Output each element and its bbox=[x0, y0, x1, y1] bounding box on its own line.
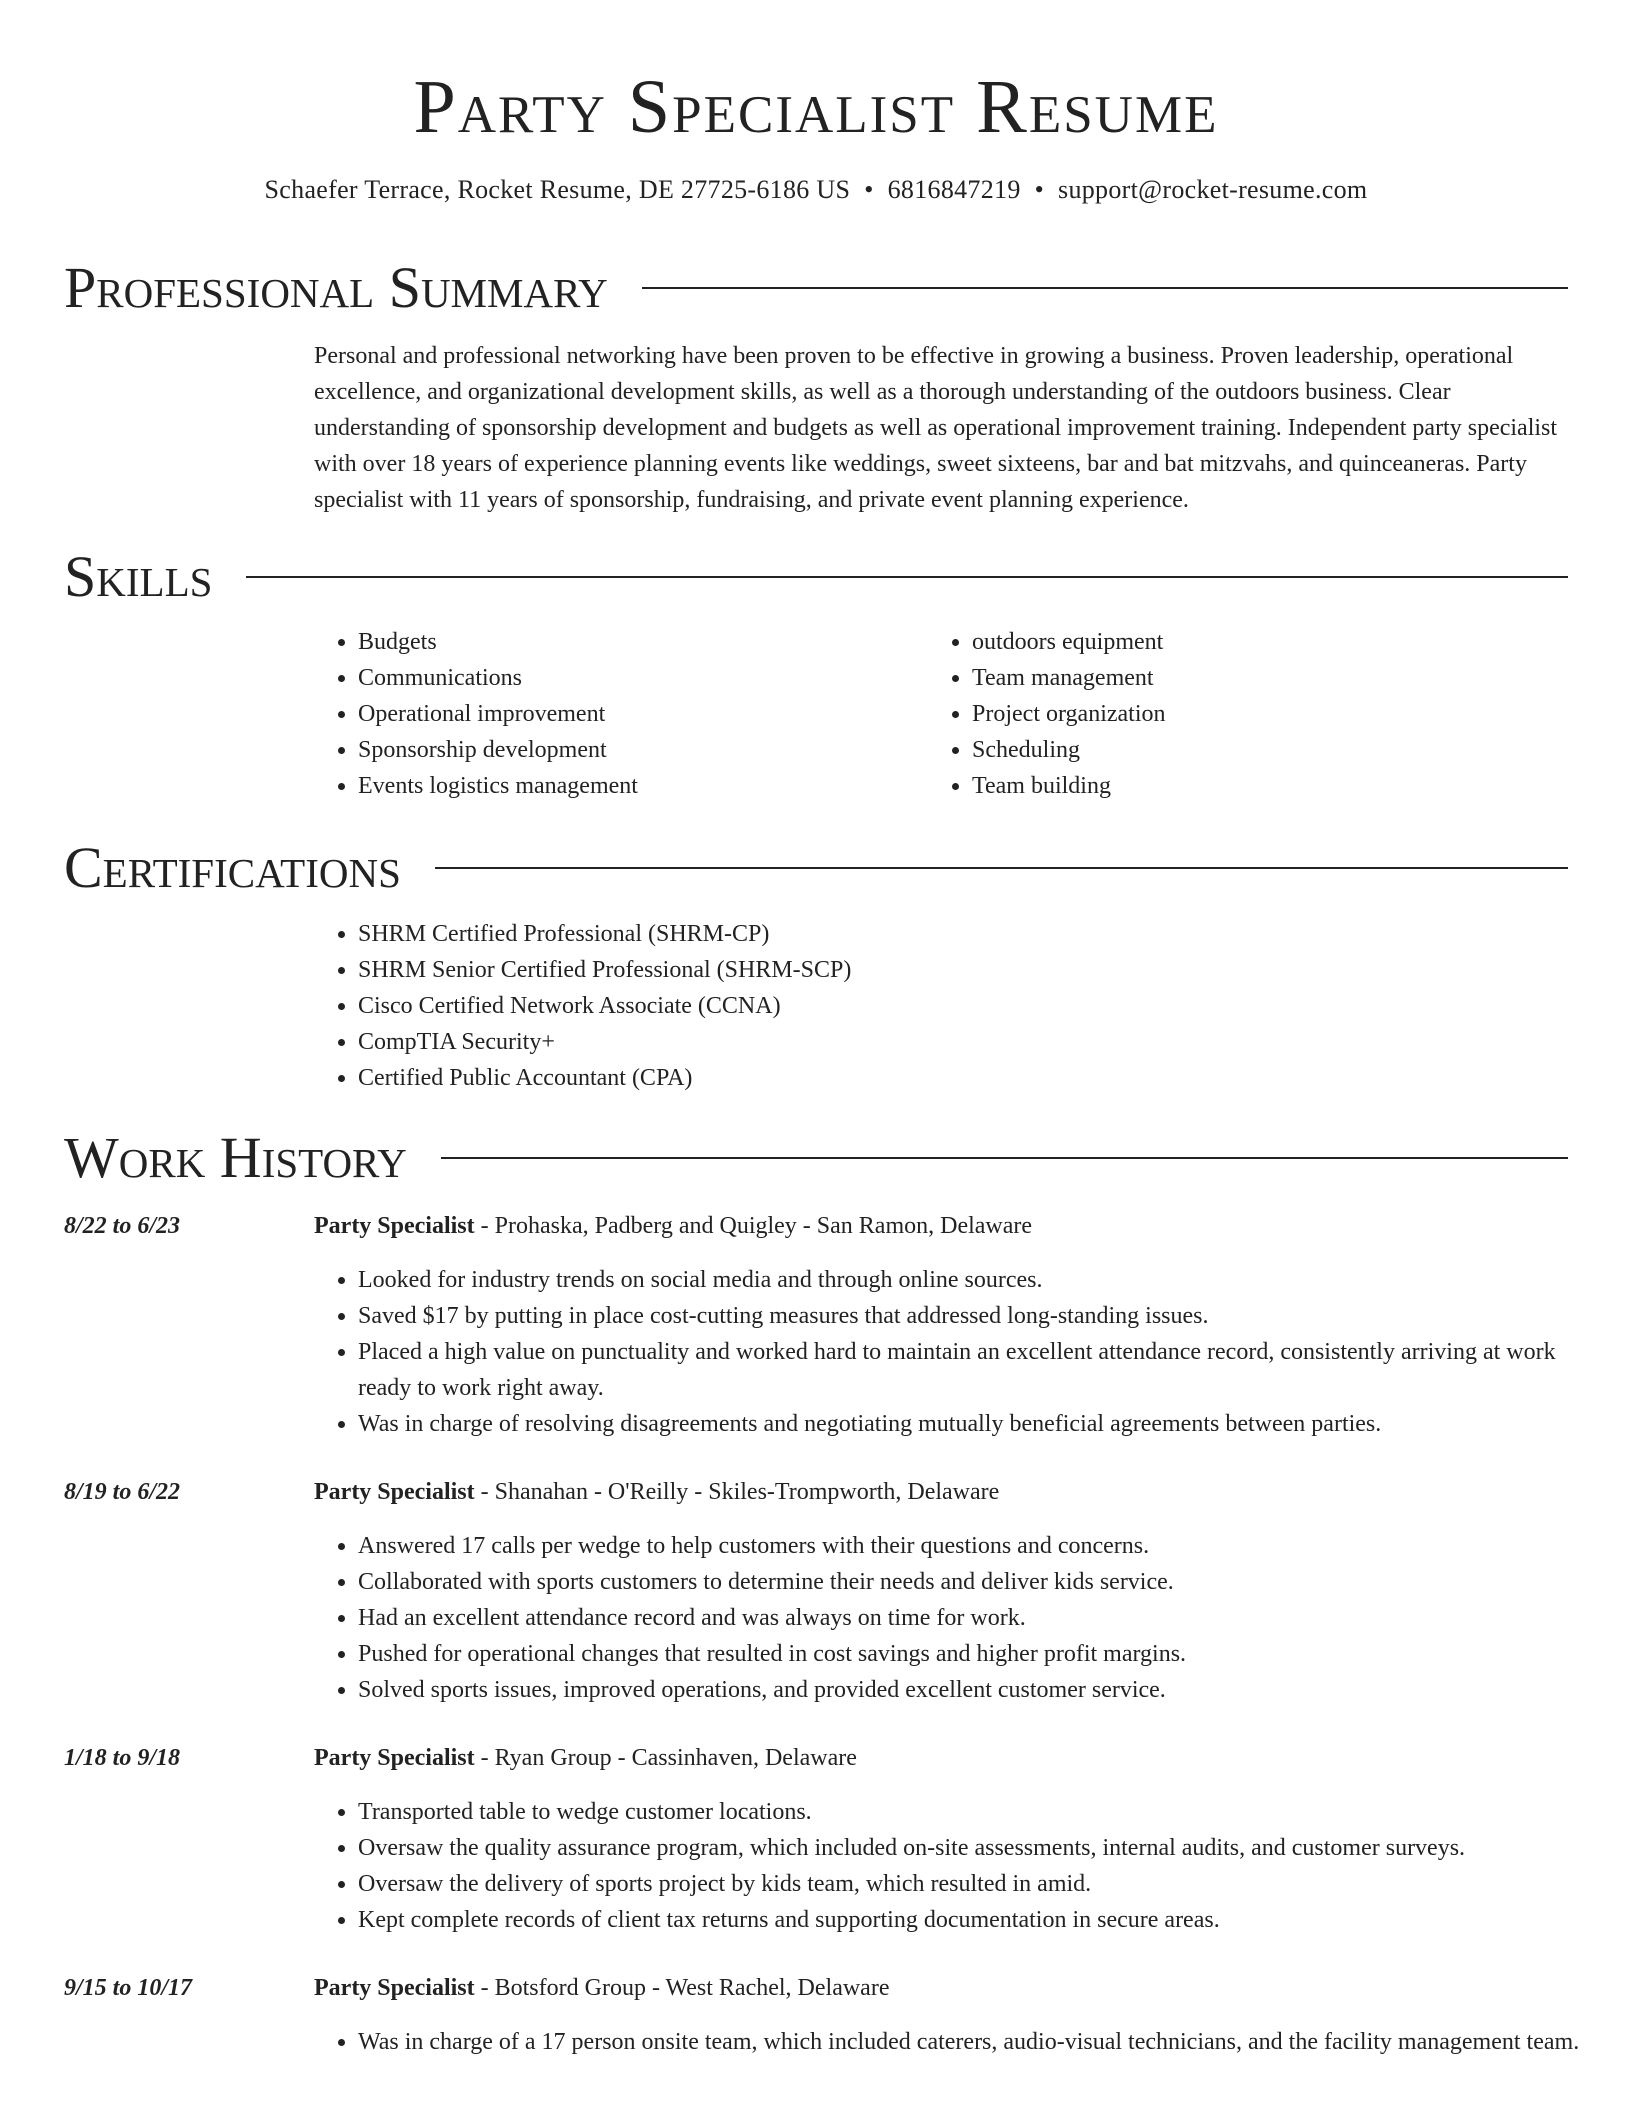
section-title-certifications: Certifications bbox=[64, 835, 401, 900]
skills-list-right bbox=[928, 624, 1572, 804]
skill-item: • Project organization bbox=[972, 696, 1572, 732]
section-divider bbox=[441, 1157, 1568, 1159]
section-divider bbox=[435, 867, 1568, 869]
job-bullets bbox=[314, 1528, 1614, 1708]
job-dates: 1/18 to 9/18 bbox=[64, 1745, 181, 1771]
job-title-line bbox=[314, 1474, 999, 1510]
section-header-certifications bbox=[64, 836, 1568, 900]
skill-item: • Sponsorship development bbox=[358, 732, 918, 768]
contact-separator: • bbox=[864, 175, 874, 204]
job-bullet: • Was in charge of resolving disagreements and negotiating mutually beneficial agreements between parties. bbox=[358, 1406, 1614, 1442]
job-dates: 8/19 to 6/22 bbox=[64, 1479, 181, 1505]
job-title-line bbox=[314, 1208, 1032, 1244]
section-header-summary bbox=[64, 256, 1568, 320]
skill-item: • Events logistics management bbox=[358, 768, 918, 804]
job-title-line bbox=[314, 1740, 857, 1776]
certification-item: • SHRM Senior Certified Professional (SHRM-SCP) bbox=[358, 952, 1558, 988]
job-bullet: • Was in charge of a 17 person onsite team, which included caterers, audio-visual technicians, and the facility management team. bbox=[358, 2024, 1614, 2060]
skill-item: • Budgets bbox=[358, 624, 918, 660]
skill-item: • Team management bbox=[972, 660, 1572, 696]
job-bullet: • Pushed for operational changes that resulted in cost savings and higher profit margins. bbox=[358, 1636, 1614, 1672]
contact-email: support@rocket-resume.com bbox=[1058, 175, 1368, 204]
job-bullet: • Placed a high value on punctuality and worked hard to maintain an excellent attendance record, consistently arriving at work ready to work right away. bbox=[358, 1334, 1614, 1406]
certifications-list bbox=[314, 916, 1558, 1096]
job-bullet: • Saved $17 by putting in place cost-cutting measures that addressed long-standing issues. bbox=[358, 1298, 1614, 1334]
job-bullet: • Collaborated with sports customers to determine their needs and deliver kids service. bbox=[358, 1564, 1614, 1600]
certification-item: • SHRM Certified Professional (SHRM-CP) bbox=[358, 916, 1558, 952]
job-bullet: • Transported table to wedge customer locations. bbox=[358, 1794, 1614, 1830]
section-title-skills: Skills bbox=[64, 544, 213, 609]
job-employer: - Botsford Group - West Rachel, Delaware bbox=[474, 1975, 890, 2001]
contact-phone: 6816847219 bbox=[887, 175, 1021, 204]
summary-text: Personal and professional networking have been proven to be effective in growing a business. Proven leadership, operational excellence, and organizational development skills, as well as a thorough understanding of the outdoors business. Clear understanding of sponsorship development and budgets as well as operational improvement training. Independent party specialist with over 18 years of experience planning events like weddings, sweet sixteens, bar and bat mitzvahs, and quinceaneras. Party specialist with 11 years of sponsorship, fundraising, and private event planning experience. bbox=[314, 343, 1558, 513]
contact-separator: • bbox=[1034, 175, 1045, 204]
job-title-line bbox=[314, 1970, 889, 2006]
job-bullet: • Looked for industry trends on social media and through online sources. bbox=[358, 1262, 1614, 1298]
section-header-work-history bbox=[64, 1126, 1568, 1190]
section-title-summary: Professional Summary bbox=[64, 255, 608, 320]
job-bullets bbox=[314, 2024, 1614, 2060]
job-role: Party Specialist bbox=[314, 1745, 475, 1771]
job-bullet: • Answered 17 calls per wedge to help customers with their questions and concerns. bbox=[358, 1528, 1614, 1564]
skill-item: • Team building bbox=[972, 768, 1572, 804]
job-bullet: • Oversaw the quality assurance program, which included on-site assessments, internal audits, and customer surveys. bbox=[358, 1830, 1614, 1866]
skill-item: • Scheduling bbox=[972, 732, 1572, 768]
skill-item: • Operational improvement bbox=[358, 696, 918, 732]
section-header-skills bbox=[64, 545, 1568, 609]
job-bullet: • Oversaw the delivery of sports project by kids team, which resulted in amid. bbox=[358, 1866, 1614, 1902]
skill-item: • Communications bbox=[358, 660, 918, 696]
section-divider bbox=[642, 287, 1568, 289]
certification-item: • CompTIA Security+ bbox=[358, 1024, 1558, 1060]
job-bullet: • Solved sports issues, improved operations, and provided excellent customer service. bbox=[358, 1672, 1614, 1708]
certification-item: • Certified Public Accountant (CPA) bbox=[358, 1060, 1558, 1096]
job-dates: 8/22 to 6/23 bbox=[64, 1213, 181, 1239]
job-bullet: • Had an excellent attendance record and was always on time for work. bbox=[358, 1600, 1614, 1636]
contact-address: Schaefer Terrace, Rocket Resume, DE 27725-6186 US bbox=[264, 175, 851, 204]
skill-item: • outdoors equipment bbox=[972, 624, 1572, 660]
job-employer: - Prohaska, Padberg and Quigley - San Ramon, Delaware bbox=[474, 1213, 1033, 1239]
resume-title: Party Specialist Resume bbox=[413, 65, 1219, 149]
section-title-work-history: Work History bbox=[64, 1125, 407, 1190]
job-bullet: • Kept complete records of client tax returns and supporting documentation in secure areas. bbox=[358, 1902, 1614, 1938]
job-employer: - Ryan Group - Cassinhaven, Delaware bbox=[474, 1745, 857, 1771]
section-divider bbox=[246, 576, 1568, 578]
job-bullets bbox=[314, 1262, 1614, 1442]
job-bullets bbox=[314, 1794, 1614, 1938]
certification-item: • Cisco Certified Network Associate (CCNA) bbox=[358, 988, 1558, 1024]
job-role: Party Specialist bbox=[314, 1975, 475, 2001]
job-employer: - Shanahan - O'Reilly - Skiles-Trompworth, Delaware bbox=[474, 1479, 1000, 1505]
contact-line bbox=[0, 172, 1632, 208]
skills-list-left bbox=[314, 624, 918, 804]
job-role: Party Specialist bbox=[314, 1479, 475, 1505]
job-dates: 9/15 to 10/17 bbox=[64, 1975, 193, 2001]
job-role: Party Specialist bbox=[314, 1213, 475, 1239]
